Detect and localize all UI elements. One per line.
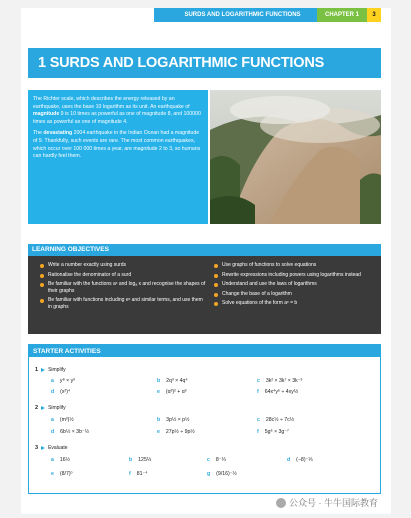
objectives-left-list bbox=[38, 262, 208, 314]
question-part: e (8/7)⁰ bbox=[51, 471, 73, 477]
question-part: d (x²)⁴ bbox=[51, 389, 71, 395]
objectives-right-list bbox=[212, 262, 377, 310]
objective-item: Be familiar with functions including eˣ and similar terms, and use them in graphs bbox=[38, 297, 208, 310]
question-part: a 16½ bbox=[51, 457, 70, 463]
arrow-icon bbox=[41, 406, 45, 410]
header-section-title: SURDS AND LOGARITHMIC FUNCTIONS bbox=[184, 12, 301, 18]
objective-item: Be familiar with the functions aˣ and logₐ x and recognise the shapes of their graphs bbox=[38, 281, 208, 294]
question-2-header bbox=[35, 405, 66, 411]
intro-text-box bbox=[28, 90, 208, 224]
question-part: f 64x⁴y⁶ ÷ 4xy½ bbox=[257, 389, 299, 395]
question-part: f 5g⁶ × 3g⁻⁷ bbox=[257, 429, 289, 435]
objective-item: Use graphs of functions to solve equations bbox=[212, 262, 377, 269]
objective-item: Understand and use the laws of logarithms bbox=[212, 281, 377, 288]
question-label: Simplify bbox=[48, 405, 66, 411]
question-number: 2 bbox=[35, 405, 39, 411]
chapter-title: 1 SURDS AND LOGARITHMIC FUNCTIONS bbox=[28, 48, 381, 78]
question-part: b 2q³ × 4q⁴ bbox=[157, 378, 188, 384]
question-part: c 3k² × 3k⁷ × 3k⁻³ bbox=[257, 378, 303, 384]
objective-item: Change the base of a logarithm bbox=[212, 291, 377, 298]
question-label: Simplify bbox=[48, 367, 66, 373]
question-part: a y⁸ × y³ bbox=[51, 378, 75, 384]
landslide-image bbox=[210, 90, 381, 224]
question-part: f 81⁻⁴ bbox=[129, 471, 148, 477]
intro-paragraph-2: The devastating 2004 earthquake in the Indian Ocean had a magnitude of 9. Thankfully, such events are rare. The most common earthquakes, which occur over 100 000 times a year, are magnitude 2 to 3, so humans can hardly feel them. bbox=[33, 130, 201, 160]
watermark bbox=[276, 496, 378, 509]
question-number: 3 bbox=[35, 445, 39, 451]
header-page-number: 3 bbox=[367, 8, 381, 22]
objective-item: Write a number exactly using surds bbox=[38, 262, 208, 269]
question-1-header bbox=[35, 367, 66, 373]
question-part: b 125⅓ bbox=[129, 457, 152, 463]
learning-objectives-heading: LEARNING OBJECTIVES bbox=[28, 244, 381, 256]
arrow-icon bbox=[41, 446, 45, 450]
question-part: e (α³)² + α³ bbox=[157, 389, 187, 395]
objective-item: Rationalise the denominator of a surd bbox=[38, 272, 208, 279]
intro-paragraph-1: The Richter scale, which describes the energy released by an earthquake, uses the base 10 logarithm as its unit. An earthquake of magnitude 9 is 10 times as powerful as one of magnitude 8, and 100000 times as powerful as one of magnitude 4. bbox=[33, 96, 201, 125]
starter-activities-heading: STARTER ACTIVITIES bbox=[29, 345, 380, 357]
question-part: d (−8)⁻⅓ bbox=[287, 457, 313, 463]
watermark-text: 公众号 · 牛牛国际教育 bbox=[289, 498, 378, 508]
objective-item: Rewrite expressions including powers using logarithms instead bbox=[212, 272, 377, 279]
question-part: c 8⁻⅓ bbox=[207, 457, 226, 463]
header-chapter: CHAPTER 1 bbox=[317, 8, 367, 22]
running-header bbox=[154, 8, 381, 22]
question-part: e 27p½ ÷ 9p½ bbox=[157, 429, 195, 435]
arrow-icon bbox=[41, 368, 45, 372]
question-part: c 28c½ ÷ 7c½ bbox=[257, 417, 295, 423]
starter-activities-box bbox=[28, 344, 381, 494]
question-number: 1 bbox=[35, 367, 39, 373]
question-part: d 6b½ × 3b⁻½ bbox=[51, 429, 90, 435]
learning-objectives-box bbox=[28, 244, 381, 334]
wechat-icon bbox=[276, 498, 286, 508]
objective-item: Solve equations of the form aˣ = b bbox=[212, 300, 377, 307]
question-part: b 3p½ × p½ bbox=[157, 417, 190, 423]
earthquake-landslide-photo bbox=[210, 90, 381, 224]
question-label: Evaluate bbox=[48, 445, 68, 451]
question-part: g (9/16)⁻½ bbox=[207, 471, 237, 477]
question-part: a (m²)½ bbox=[51, 417, 74, 423]
question-3-header bbox=[35, 445, 68, 451]
